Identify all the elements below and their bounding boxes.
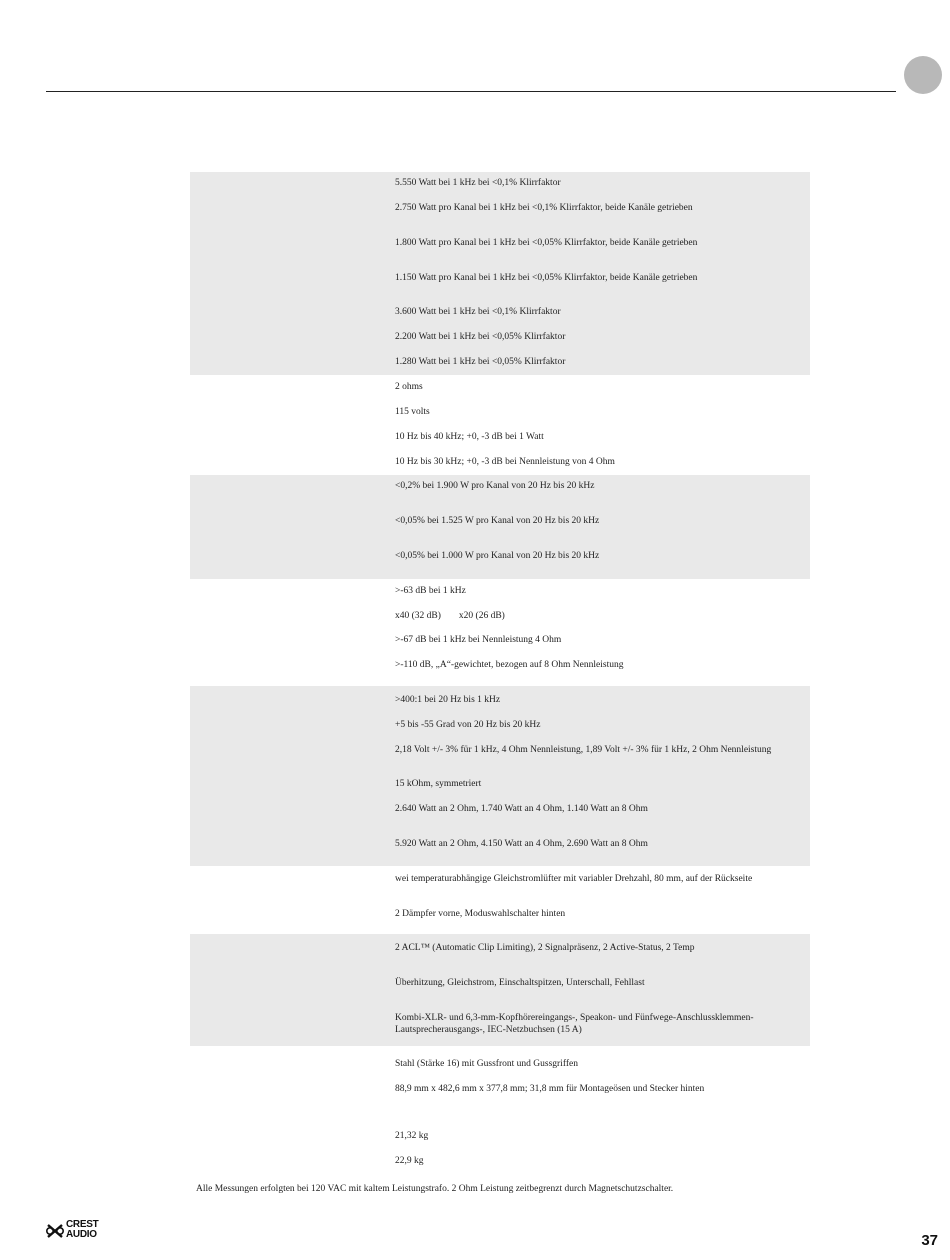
spec-value: >-67 dB bei 1 kHz bei Nennleistung 4 Ohm: [395, 635, 562, 645]
spec-value: 2.640 Watt an 2 Ohm, 1.740 Watt an 4 Ohm, 1.140 Watt an 8 Ohm: [395, 804, 648, 814]
spec-value: 2.200 Watt bei 1 kHz bei <0,05% Klirrfaktor: [395, 332, 566, 342]
spec-value: >400:1 bei 20 Hz bis 1 kHz: [395, 695, 501, 705]
brand-line-2: AUDIO: [66, 1228, 97, 1240]
spec-value: 2 ohms: [395, 382, 423, 392]
spec-value: 115 volts: [395, 407, 430, 417]
gain-option-b: x20 (26 dB): [458, 611, 505, 621]
spec-value: 10 Hz bis 30 kHz; +0, -3 dB bei Nennleistung von 4 Ohm: [395, 457, 615, 467]
spec-value: 2,18 Volt +/- 3% für 1 kHz, 4 Ohm Nennleistung, 1,89 Volt +/- 3% für 1 kHz, 2 Ohm Nennleistung: [395, 745, 772, 755]
spec-value: 1.150 Watt pro Kanal bei 1 kHz bei <0,05% Klirrfaktor, beide Kanäle getrieben: [395, 273, 698, 283]
spec-value: 2.750 Watt pro Kanal bei 1 kHz bei <0,1% Klirrfaktor, beide Kanäle getrieben: [395, 203, 693, 213]
spec-value: Kombi-XLR- und 6,3-mm-Kopfhörereingangs-, Speakon- und Fünfwege-Anschlussklemmen-Lautsprecherausgangs-, IEC-Netzbuchsen (15 A): [395, 1013, 754, 1035]
spec-value: >-63 dB bei 1 kHz: [395, 586, 466, 596]
brand-wordmark: [66, 1220, 98, 1239]
crest-logo-icon: [46, 1222, 65, 1240]
spec-value: <0,05% bei 1.000 W pro Kanal von 20 Hz bis 20 kHz: [395, 551, 600, 561]
brand-line-1: CREST: [66, 1219, 99, 1230]
spec-value: Überhitzung, Gleichstrom, Einschaltspitzen, Unterschall, Fehllast: [395, 978, 645, 988]
header-rule: [46, 91, 896, 92]
spec-value: +5 bis -55 Grad von 20 Hz bis 20 kHz: [395, 720, 541, 730]
spec-value: 2 ACL™ (Automatic Clip Limiting), 2 Signalpräsenz, 2 Active-Status, 2 Temp: [395, 943, 695, 953]
crest-audio-logo: [46, 1220, 126, 1244]
spec-value: wei temperaturabhängige Gleichstromlüfter mit variabler Drehzahl, 80 mm, auf der Rückseite: [395, 874, 753, 884]
spec-value: 15 kOhm, symmetriert: [395, 779, 482, 789]
spec-value: Stahl (Stärke 16) mit Gussfront und Gussgriffen: [395, 1059, 578, 1069]
spec-value: <0,2% bei 1.900 W pro Kanal von 20 Hz bis 20 kHz: [395, 481, 595, 491]
spec-value: 3.600 Watt bei 1 kHz bei <0,1% Klirrfaktor: [395, 307, 561, 317]
gain-option-a: x40 (32 dB): [395, 611, 441, 621]
spec-value: 10 Hz bis 40 kHz; +0, -3 dB bei 1 Watt: [395, 432, 544, 442]
footnote: Alle Messungen erfolgten bei 120 VAC mit kaltem Leistungstrafo. 2 Ohm Leistung zeitbegrenzt durch Magnetschutzschalter.: [196, 1184, 674, 1194]
page-number: 37: [921, 1232, 938, 1249]
spec-value: <0,05% bei 1.525 W pro Kanal von 20 Hz bis 20 kHz: [395, 516, 600, 526]
spec-value-gain: [395, 610, 795, 622]
spec-value: 22,9 kg: [395, 1156, 424, 1166]
spec-value: 1.800 Watt pro Kanal bei 1 kHz bei <0,05% Klirrfaktor, beide Kanäle getrieben: [395, 238, 698, 248]
section-tab-marker: [904, 56, 942, 94]
spec-value: 5.550 Watt bei 1 kHz bei <0,1% Klirrfaktor: [395, 178, 561, 188]
spec-value: 2 Dämpfer vorne, Moduswahlschalter hinten: [395, 909, 566, 919]
spec-value: >-110 dB, „A“-gewichtet, bezogen auf 8 Ohm Nennleistung: [395, 660, 624, 670]
spec-value: 1.280 Watt bei 1 kHz bei <0,05% Klirrfaktor: [395, 357, 566, 367]
spec-value: 21,32 kg: [395, 1131, 429, 1141]
spec-value: 5.920 Watt an 2 Ohm, 4.150 Watt an 4 Ohm, 2.690 Watt an 8 Ohm: [395, 839, 648, 849]
spec-value: 88,9 mm x 482,6 mm x 377,8 mm; 31,8 mm für Montageösen und Stecker hinten: [395, 1084, 705, 1094]
